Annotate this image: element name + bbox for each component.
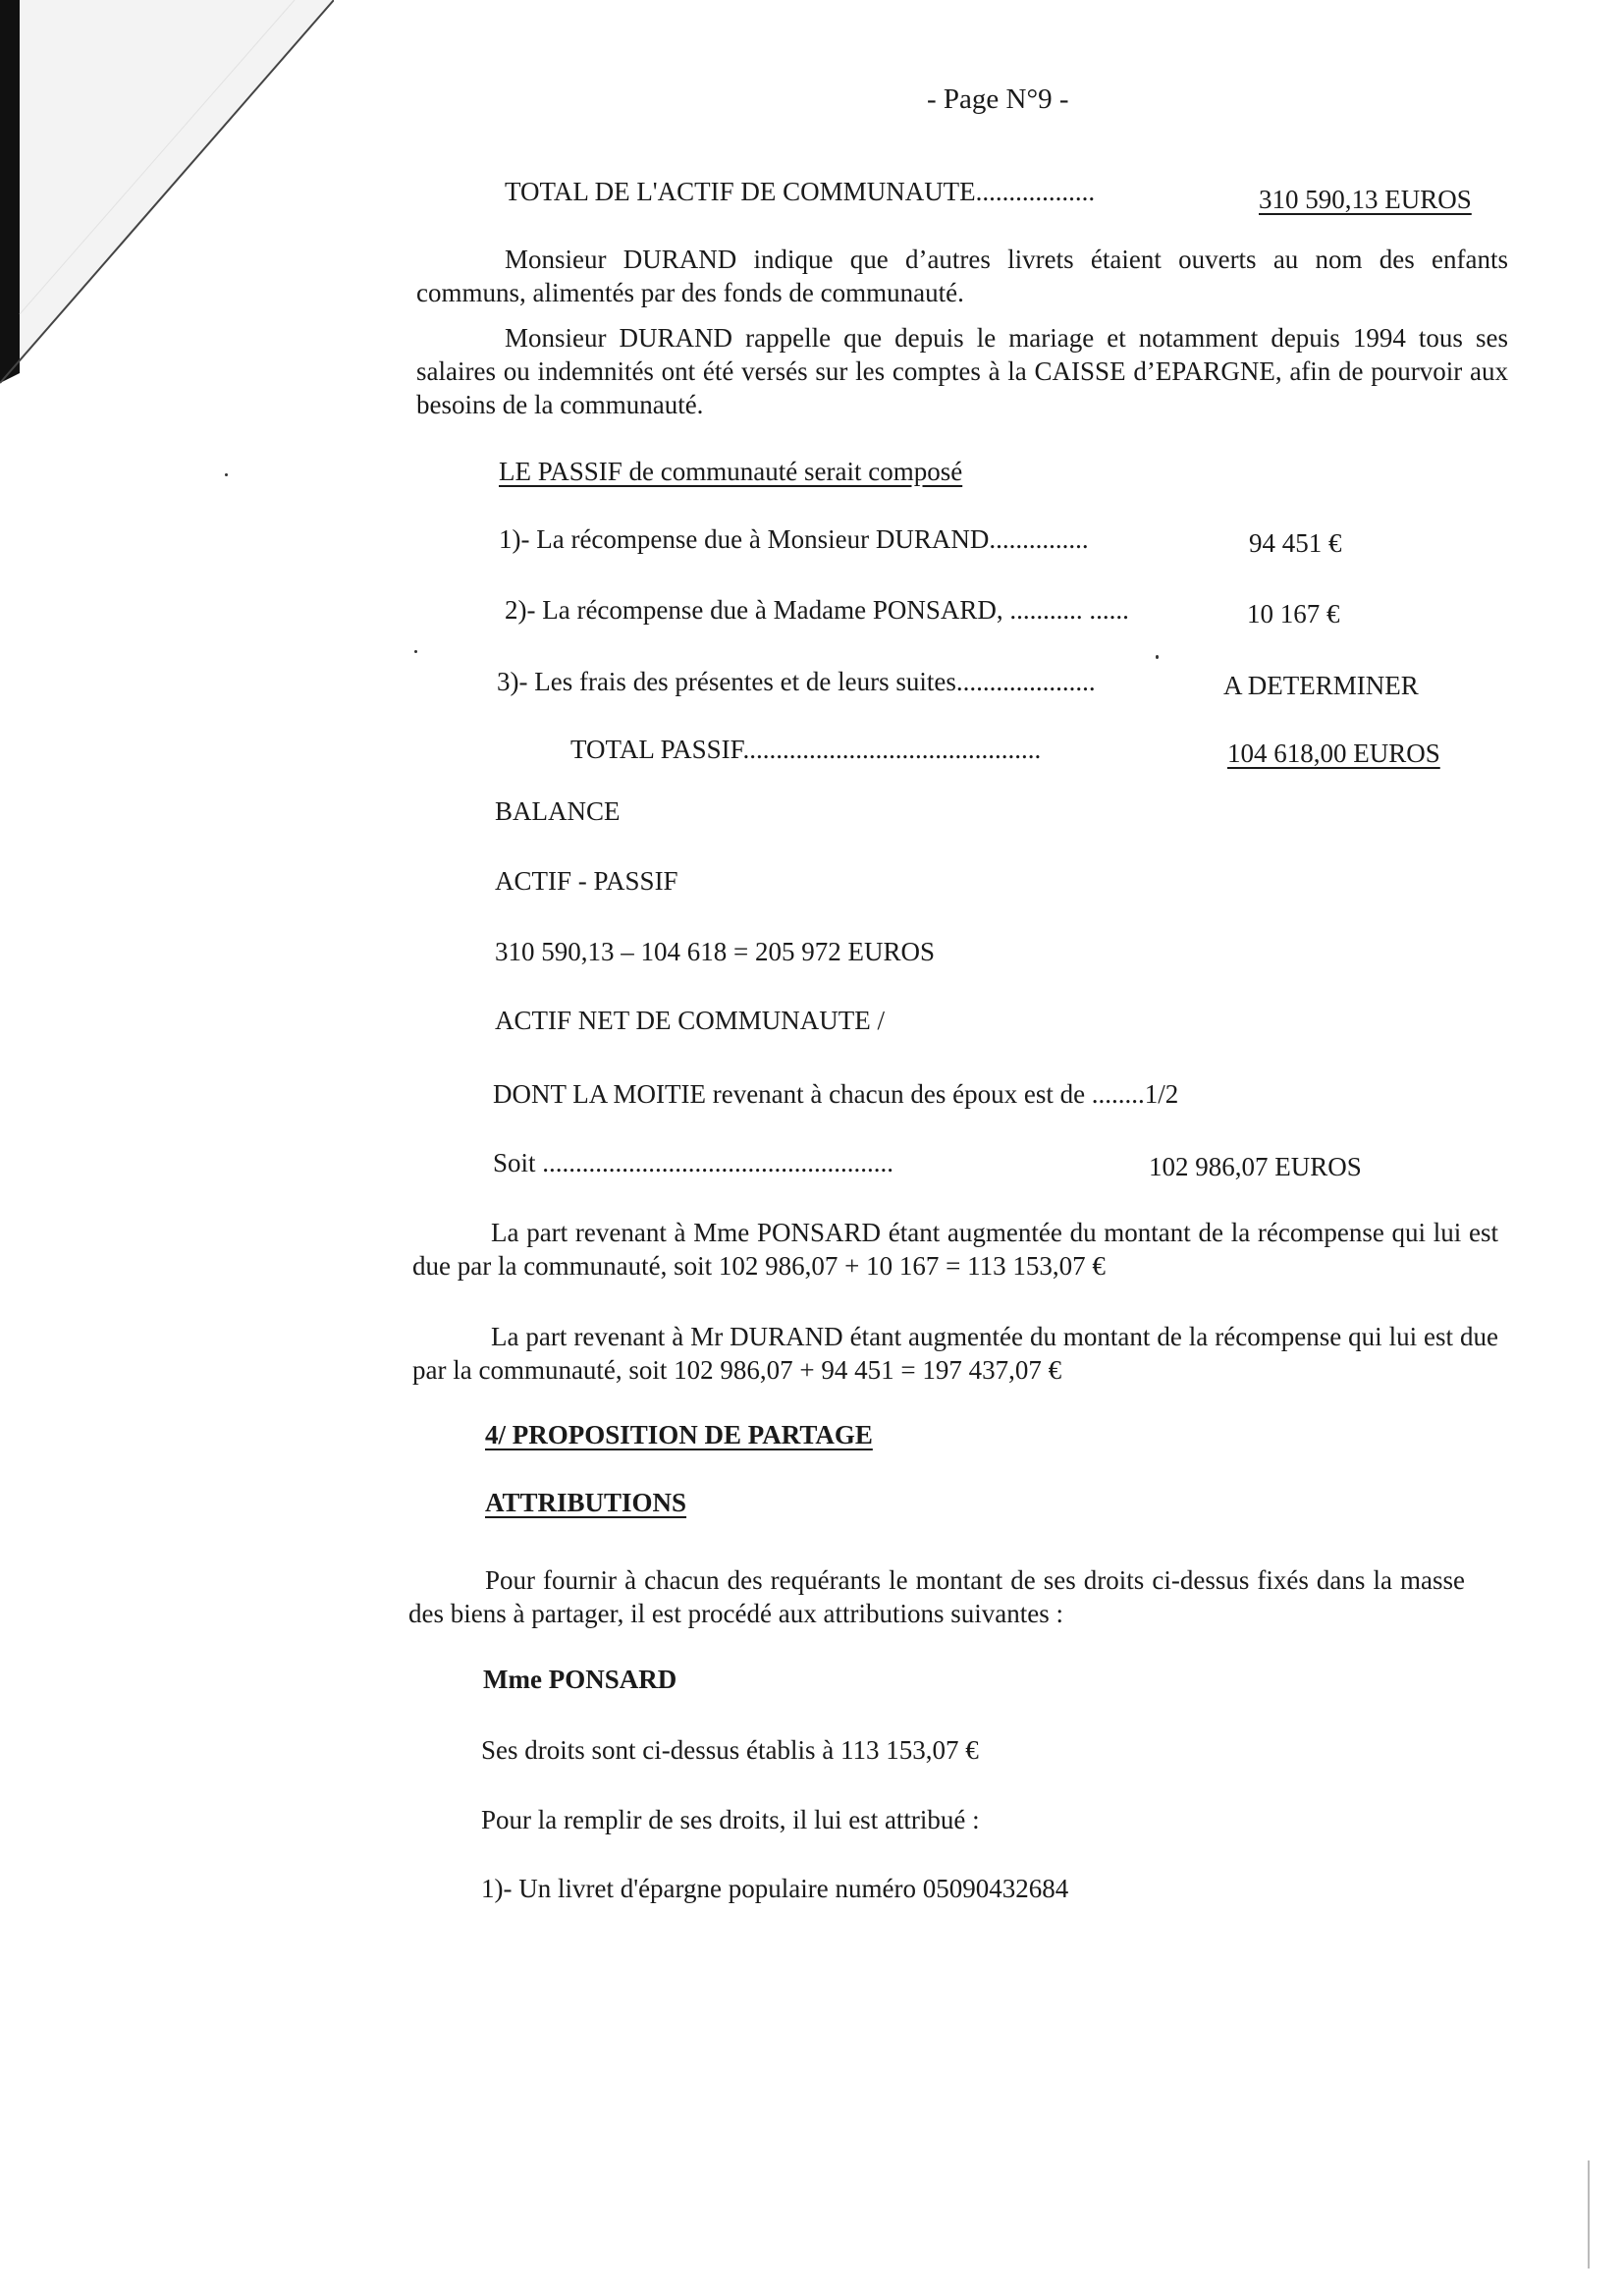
passif-item-1-label: 1)- La récompense due à Monsieur DURAND............... bbox=[499, 524, 1089, 554]
page-number: - Page N°9 - bbox=[927, 83, 1069, 115]
scan-speck bbox=[1156, 655, 1159, 659]
soit-label: Soit ..................................................... bbox=[493, 1148, 894, 1177]
total-passif-label: TOTAL PASSIF............................................. bbox=[570, 735, 1042, 764]
soit-value: 102 986,07 EUROS bbox=[1149, 1152, 1362, 1181]
passif-item-3-label: 3)- Les frais des présentes et de leurs suites..................... bbox=[497, 667, 1096, 696]
total-passif-value: 104 618,00 EUROS bbox=[1227, 738, 1440, 768]
scan-edge-line bbox=[1588, 2160, 1590, 2269]
paragraph-autres-livrets: Monsieur DURAND indique que d’autres livrets étaient ouverts au nom des enfants communs, alimentés par des fonds de communauté. bbox=[416, 245, 1508, 307]
ponsard-item-1: 1)- Un livret d'épargne populaire numéro 05090432684 bbox=[481, 1874, 1069, 1903]
passif-item-3-value: A DETERMINER bbox=[1223, 671, 1419, 700]
moitie-label: DONT LA MOITIE revenant à chacun des époux est de ........1/2 bbox=[493, 1079, 1179, 1109]
balance-calculation: 310 590,13 – 104 618 = 205 972 EUROS bbox=[495, 937, 935, 966]
folded-corner bbox=[0, 0, 334, 393]
total-actif-value: 310 590,13 EUROS bbox=[1259, 185, 1472, 214]
part-durand: La part revenant à Mr DURAND étant augmentée du montant de la récompense qui lui est due par la communauté, soit 102 986,07 + 94 451 = 197 437,07 € bbox=[412, 1322, 1498, 1385]
balance-title: BALANCE bbox=[495, 796, 621, 826]
actif-net-label: ACTIF NET DE COMMUNAUTE / bbox=[495, 1006, 885, 1035]
ponsard-remplir: Pour la remplir de ses droits, il lui est attribué : bbox=[481, 1805, 980, 1834]
ponsard-droits: Ses droits sont ci-dessus établis à 113 153,07 € bbox=[481, 1735, 979, 1765]
scan-speck bbox=[414, 650, 417, 653]
attributions-intro: Pour fournir à chacun des requérants le montant de ses droits ci-dessus fixés dans la masse des biens à partager, il est procédé aux attributions suivantes : bbox=[408, 1565, 1465, 1628]
scan-speck bbox=[225, 473, 228, 476]
section-4-heading: 4/ PROPOSITION DE PARTAGE bbox=[485, 1420, 873, 1449]
passif-item-1-value: 94 451 € bbox=[1249, 528, 1342, 558]
part-ponsard: La part revenant à Mme PONSARD étant augmentée du montant de la récompense qui lui est due par la communauté, soit 102 986,07 + 10 167 = 113 153,07 € bbox=[412, 1218, 1498, 1281]
total-actif-label: TOTAL DE L'ACTIF DE COMMUNAUTE.................. bbox=[505, 177, 1096, 206]
passif-item-2-label: 2)- La récompense due à Madame PONSARD, ........... ...... bbox=[505, 595, 1129, 625]
paragraph-salaires: Monsieur DURAND rappelle que depuis le mariage et notamment depuis 1994 tous ses salaires ou indemnités ont été versés sur les comptes à la CAISSE d’EPARGNE, afin de pourvoir aux besoins de la communauté. bbox=[416, 323, 1508, 419]
passif-heading: LE PASSIF de communauté serait composé bbox=[499, 457, 963, 486]
passif-item-2-value: 10 167 € bbox=[1247, 599, 1340, 629]
attributions-heading: ATTRIBUTIONS bbox=[485, 1488, 687, 1517]
balance-subtitle: ACTIF - PASSIF bbox=[495, 866, 678, 896]
ponsard-name: Mme PONSARD bbox=[483, 1665, 677, 1694]
